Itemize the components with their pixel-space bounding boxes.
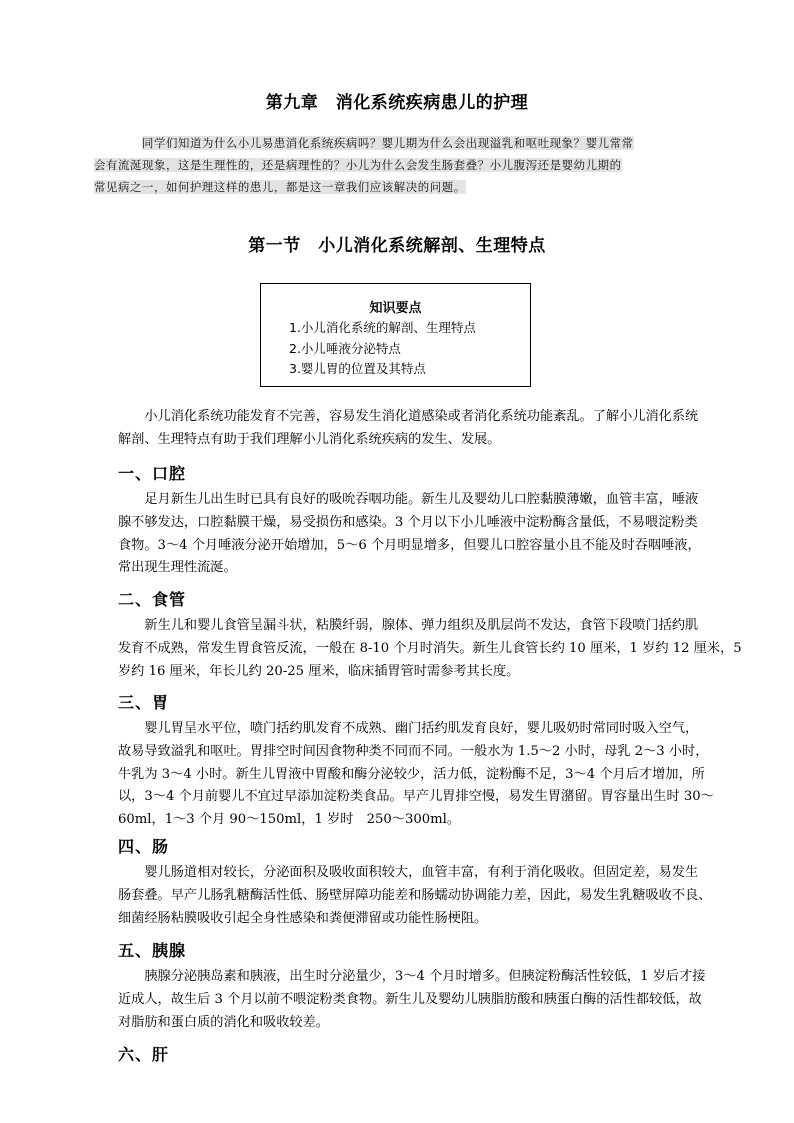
paragraph-line: 食物。3～4 个月唾液分泌开始增加，5～6 个月明显增多，但婴儿口腔容量小且不能及时吞咽唾液， <box>118 537 701 553</box>
paragraph-line: 解剖、生理特点有助于我们理解小儿消化系统疾病的发生、发展。 <box>118 431 501 447</box>
paragraph-line: 肠套叠。早产儿肠乳糖酶活性低、肠壁屏障功能差和肠蠕动协调能力差，因此，易发生乳糖吸收不良、 <box>118 887 712 903</box>
paragraph-line: 婴儿胃呈水平位，喷门括约肌发育不成熟、幽门括约肌发育良好，婴儿吸奶时常同时吸入空气， <box>118 721 699 736</box>
intro-line: 会有流涎现象，这是生理性的，还是病理性的？小儿为什么会发生肠套叠？小儿腹泻还是婴幼儿期的 <box>94 158 622 172</box>
paragraph-line: 婴儿肠道相对较长，分泌面积及吸收面积较大，血管丰富，有利于消化吸收。但固定差，易发生 <box>118 865 699 880</box>
section-heading-intestine: 四、肠 <box>118 837 170 856</box>
knowledge-box-title: 知识要点 <box>369 301 422 316</box>
paragraph-line: 足月新生儿出生时已具有良好的吸吮吞咽功能。新生儿及婴幼儿口腔黏膜薄嫩，血管丰富，唾液 <box>118 492 699 507</box>
section-heading-stomach: 三、胃 <box>118 693 170 712</box>
paragraph-line: 发育不成熟，常发生胃食管反流，一般在 8-10 个月时消失。新生儿食管长约 10 厘米，1 岁约 12 厘米，5 <box>118 640 742 656</box>
knowledge-item: 1.小儿消化系统的解剖、生理特点 <box>289 320 476 335</box>
intro-paragraph <box>94 132 708 198</box>
paragraph-line: 故易导致溢乳和呕吐。胃排空时间因食物种类不同而不同。一般水为 1.5～2 小时，母乳 2～3 小时， <box>118 743 709 759</box>
paragraph-line: 腺不够发达，口腔黏膜干燥，易受损伤和感染。3 个月以下小儿唾液中淀粉酶含量低，不易喂淀粉类 <box>118 514 698 530</box>
knowledge-box <box>260 283 531 387</box>
paragraph-line: 细菌经肠粘膜吸收引起全身性感染和粪便滞留或功能性肠梗阻。 <box>118 910 488 926</box>
section-paragraph-stomach <box>118 718 714 832</box>
section-paragraph-pancreas <box>118 966 710 1034</box>
section-paragraph-intestine <box>118 862 710 930</box>
paragraph-line: 以，3～4 个月前婴儿不宜过早添加淀粉类食品。早产儿胃排空慢，易发生胃潴留。胃容量出生时 30～ <box>118 789 714 805</box>
knowledge-item: 2.小儿唾液分泌特点 <box>289 341 401 356</box>
paragraph-line: 小儿消化系统功能发育不完善，容易发生消化道感染或者消化系统功能紊乱。了解小儿消化系统 <box>118 409 699 424</box>
paragraph-line: 近成人，故生后 3 个月以前不喂淀粉类食物。新生儿及婴幼儿胰脂肪酸和胰蛋白酶的活性都较低，故 <box>118 991 702 1007</box>
section-title: 第一节 小儿消化系统解剖、生理特点 <box>248 236 546 256</box>
paragraph-line: 胰腺分泌胰岛素和胰液，出生时分泌量少，3～4 个月时增多。但胰淀粉酶活性较低，1 岁后才接 <box>118 969 706 984</box>
knowledge-item: 3.婴儿胃的位置及其特点 <box>289 361 426 376</box>
paragraph-line: 60ml，1～3 个月 90～150ml，1 岁时 250～300ml。 <box>118 812 461 828</box>
paragraph-line: 常出现生理性流涎。 <box>118 560 237 576</box>
paragraph-line: 对脂肪和蛋白质的消化和吸收较差。 <box>118 1014 329 1030</box>
section-heading-mouth: 一、口腔 <box>118 464 187 483</box>
section-heading-pancreas: 五、胰腺 <box>118 941 187 960</box>
intro-line: 常见病之一，如何护理这样的患儿，都是这一章我们应该解决的问题。 <box>94 180 466 194</box>
intro-line: 同学们知道为什么小儿易患消化系统疾病吗？婴儿期为什么会出现溢乳和呕吐现象？婴儿常常 <box>142 136 634 150</box>
section-paragraph-mouth <box>118 489 710 580</box>
paragraph-line: 牛乳为 3～4 小时。新生儿胃液中胃酸和酶分泌较少，活力低，淀粉酶不足，3～4 个月后才增加，所 <box>118 766 705 782</box>
lead-paragraph <box>118 406 710 452</box>
section-heading-liver: 六、肝 <box>118 1045 170 1064</box>
section-heading-esophagus: 二、食管 <box>118 590 187 609</box>
paragraph-line: 新生儿和婴儿食管呈漏斗状，粘膜纤弱，腺体、弹力组织及肌层尚不发达，食管下段喷门括约肌 <box>118 618 699 633</box>
section-paragraph-esophagus <box>118 615 742 683</box>
paragraph-line: 岁约 16 厘米，年长儿约 20-25 厘米，临床插胃管时需参考其长度。 <box>118 663 520 679</box>
chapter-title: 第九章 消化系统疾病患儿的护理 <box>265 93 529 113</box>
